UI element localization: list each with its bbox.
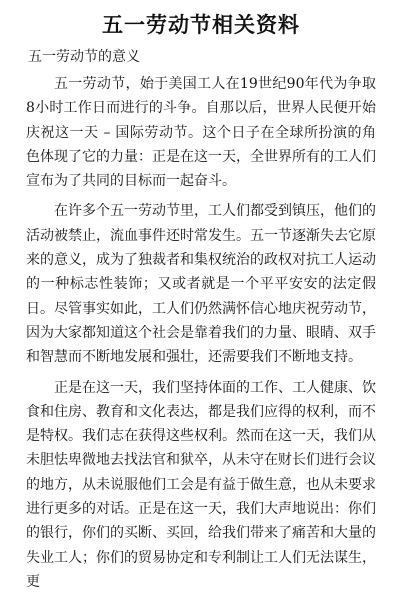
paragraph: 五一劳动节，始于美国工人在19世纪90年代为争取8小时工作日而进行的斗争。自那以后，世界人民便开始庆祝这一天 – 国际劳动节。这个日子在全球所扮演的角色体现了它的力量：正是在这一天，全世界所有的工人们宣布为了共同的目标而一起奋斗。	[26, 76, 376, 190]
section-heading: 五一劳动节的意义	[28, 49, 140, 65]
paragraph: 正是在这一天，我们坚持体面的工作、工人健康、饮食和住房、教育和文化表达，都是我们应得的权利，而不是特权。我们志在获得这些权利。然而在这一天，我们从未胆怯卑微地去找法官和狱卒，从未守在财长们进行会议的地方，从未说服他们工会是有益于做生意，也从未要求进行更多的对话。正是在这一天，我们大声地说出：你们的银行，你们的买断、买回，给我们带来了痛苦和大量的失业工人；你们的贸易协定和专利制让工人们无法谋生，更	[26, 379, 376, 590]
paragraph: 在许多个五一劳动节里，工人们都受到镇压，他们的活动被禁止，流血事件还时常发生。五一节逐渐失去它原来的意义，成为了独裁者和集权统治的政权对抗工人运动的一种标志性装饰；又或者就是一个平平安安的法定假日。尽管事实如此，工人们仍然满怀信心地庆祝劳动节，因为大家都知道这个社会是靠着我们的力量、眼睛、双手和智慧而不断地发展和强壮，还需要我们不断地支持。	[26, 203, 376, 366]
document-title: 五一劳动节相关资料	[102, 13, 300, 37]
